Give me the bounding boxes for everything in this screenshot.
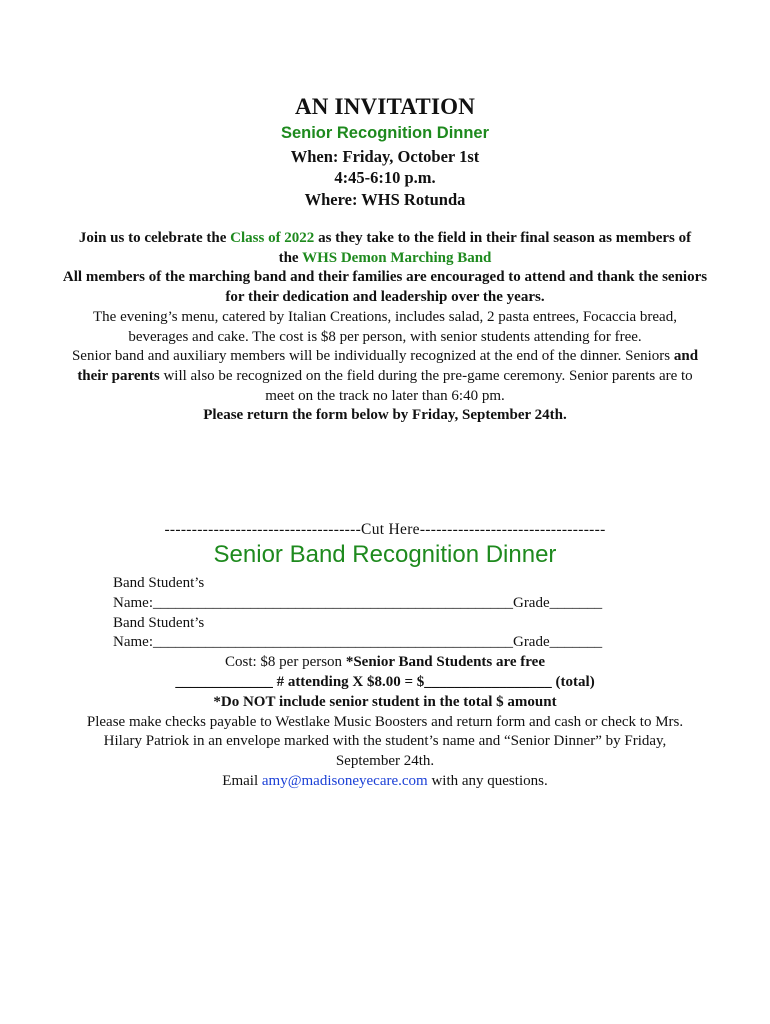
invitation-subtitle: Senior Recognition Dinner	[280, 124, 490, 142]
event-when: When: Friday, October 1st	[290, 147, 480, 166]
form-title: Senior Band Recognition Dinner	[213, 541, 557, 568]
band-name: WHS Demon Marching Band	[302, 249, 492, 266]
attending-total-line[interactable]: _____________ # attending X $8.00 = $_________________ (total)	[175, 673, 595, 690]
cost-text: Cost: $8 per person	[224, 654, 346, 671]
cost-free-note: *Senior Band Students are free	[345, 654, 545, 671]
class-year: Class of 2022	[230, 230, 315, 246]
menu-paragraph: The evening’s menu, catered by Italian Creations, includes salad, 2 pasta entrees, Focaccia bread, beverages and cake. The cost is $8 per person, with senior students attending for free.	[93, 308, 677, 345]
celebrate-text-b: as they take to the field in their final season as members of the	[278, 230, 692, 266]
cut-here-divider: ------------------------------------Cut Here----------------------------------	[164, 521, 606, 538]
student-name-line-1[interactable]: Band Student’s Name:________________________________________________Grade_______	[113, 575, 603, 611]
reply-form	[85, 574, 685, 792]
event-time: 4:45-6:10 p.m.	[334, 168, 436, 187]
email-suffix: with any questions.	[427, 772, 548, 789]
cost-line	[85, 653, 685, 673]
recognition-text-a: Senior band and auxiliary members will be individually recognized at the end of the dinner. Seniors	[71, 348, 674, 365]
celebrate-text-a: Join us to celebrate the	[78, 230, 231, 246]
encourage-paragraph: All members of the marching band and their families are encouraged to attend and thank the seniors for their dedication and leadership over the years.	[62, 269, 708, 306]
invitation-title: AN INVITATION	[294, 94, 476, 119]
recognition-bold: and their parents	[77, 348, 699, 384]
invitation-body	[62, 229, 708, 426]
recognition-paragraph	[70, 347, 700, 406]
email-prefix: Email	[222, 772, 262, 789]
return-deadline: Please return the form below by Friday, September 24th.	[203, 407, 567, 424]
exclude-senior-note: *Do NOT include senior student in the total $ amount	[213, 693, 557, 710]
event-where: Where: WHS Rotunda	[304, 190, 466, 209]
email-line	[85, 772, 685, 792]
student-name-line-2[interactable]: Band Student’s Name:________________________________________________Grade_______	[113, 614, 603, 651]
email-link[interactable]: amy@madisoneyecare.com	[261, 772, 428, 789]
payment-instructions: Please make checks payable to Westlake Music Boosters and return form and cash or check to Mrs. Hilary Patriok in an envelope marked with the student’s name and “Senior Dinner” by Friday, September 24th.	[86, 713, 684, 770]
celebrate-paragraph	[70, 229, 700, 268]
recognition-text-b: will also be recognized on the field during the pre-game ceremony. Senior parents are to meet on the track no later than 6:40 pm.	[159, 367, 693, 404]
